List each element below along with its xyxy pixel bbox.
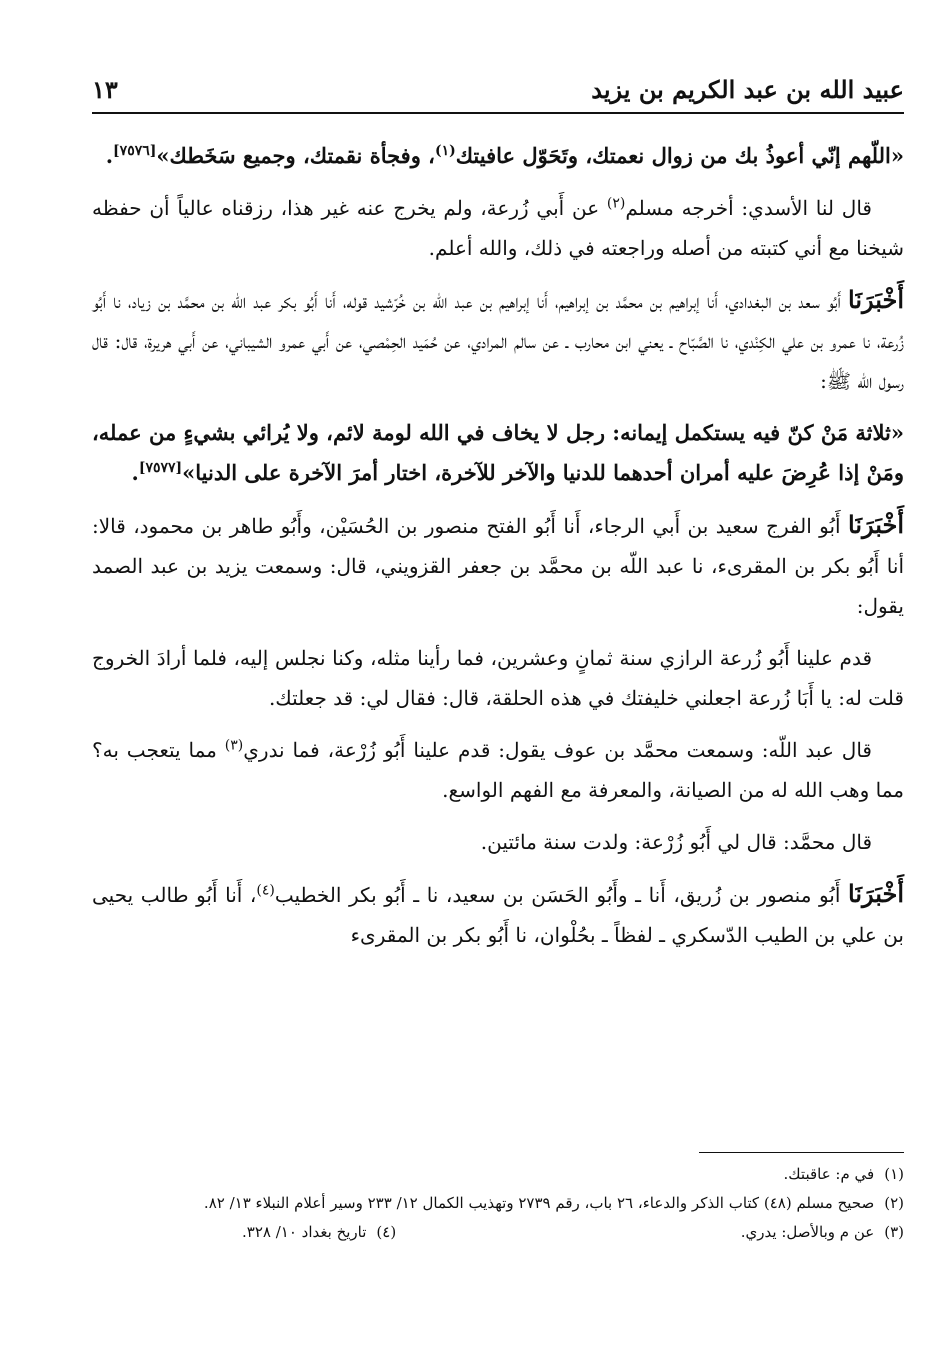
akhbarana-lead: أَخْبَرَنَا bbox=[848, 285, 904, 314]
footnote-number: (٢) bbox=[884, 1194, 904, 1212]
footnote-ref-4: (٤) bbox=[256, 882, 275, 899]
header-rule bbox=[92, 112, 904, 114]
footnote-text: صحيح مسلم (٤٨) كتاب الذكر والدعاء، ٢٦ باب، رقم ٢٧٣٩ وتهذيب الكمال ١٢/ ٢٣٣ وسير أعلام النبلاء ١٣/ ٨٢. bbox=[203, 1194, 875, 1212]
footnote-text: عن م وبالأصل: يدري. bbox=[740, 1223, 875, 1241]
hadith-text: ، وفجأة نقمتك، وجميع سَخَطك» bbox=[156, 143, 435, 168]
footnote-3 bbox=[741, 1220, 904, 1245]
paragraph-text: عن أَبي زُرعة، ولم يخرج عنه غير هذا، رزقناه عالياً أن حفظه شيخنا مع أني كتبته من أصله وراجعته في ذلك، والله أعلم. bbox=[92, 196, 904, 260]
akhbarana-lead: أَخْبَرَنَا bbox=[848, 879, 904, 908]
paragraph-abu-zura: قدم علينا أَبُو زُرعة الرازي سنة ثمانٍ وعشرين، فما رأينا مثله، وكنا نجلس إليه، فلما أرادَ الخروج قلت له: يا أَبَا زُرعة اجعلني خليفتك في هذه الحلقة، قال: فقال لي: قد جعلتك. bbox=[92, 646, 904, 710]
paragraph-text: قال لنا الأسدي: أخرجه مسلم bbox=[625, 196, 872, 220]
footnote-number: (١) bbox=[884, 1165, 904, 1183]
hadith-7577 bbox=[92, 413, 904, 493]
paragraph-muhammad: قال محمَّد: قال لي أَبُو زُرْعة: ولدت سنة مائتين. bbox=[480, 830, 872, 854]
hadith-number: [٧٥٧٦] bbox=[113, 143, 157, 159]
page-number: ١٣ bbox=[92, 74, 118, 104]
paragraph-text: ، أَنا أَبُو طالب يحيى بن علي بن الطيب الدّسكري ـ لفظاً ـ بحُلْوان، نا أَبُو بكر بن المقرىء bbox=[92, 883, 904, 947]
hadith-number: [٧٥٧٧] bbox=[138, 460, 183, 476]
page-header bbox=[92, 72, 904, 106]
paragraph-text: أَبُو سعد بن البغدادي، أَنا إبراهيم بن محمَّد بن إبراهيم، أَنا إبراهيم بن عبد اللّه بن خُرّشيد قوله، أَنا أَبُو بكر عبد اللّه بن محمَّد بن زياد، نا أَبُو زُرعة، نا عمرو بن علي الكِنْدي، نا الصَّبّاح ـ يعني ابن محارب ـ عن سالم المرادي، عن حُمَيد الحِمْصي، عن أَبي عمرو الشيباني، عن أَبي هريرة، قال: قال رسول الله ﷺ: bbox=[92, 289, 904, 393]
footnote-ref-2: (٢) bbox=[606, 195, 626, 212]
footnote-text: في م: عاقبتك. bbox=[783, 1165, 875, 1183]
footnote-text: تاريخ بغداد ١٠/ ٣٢٨. bbox=[242, 1223, 367, 1241]
paragraph-text: مما يتعجب به؟ مما وهب الله له من الصيانة، والمعرفة مع الفهم الواسع. bbox=[92, 738, 904, 802]
isnad-paragraph-2 bbox=[92, 505, 904, 626]
main-text bbox=[92, 136, 904, 967]
paragraph-asadi bbox=[92, 188, 904, 268]
hadith-7576 bbox=[92, 136, 904, 176]
paragraph-abdullah bbox=[92, 730, 904, 810]
footnote-4 bbox=[242, 1220, 396, 1245]
footnote-ref-3: (٣) bbox=[224, 737, 244, 754]
footnote-number: (٣) bbox=[884, 1223, 904, 1241]
paragraph-text: قال عبد اللّه: وسمعت محمَّد بن عوف يقول: قدم علينا أَبُو زُرْعة، فما ندري bbox=[243, 738, 872, 762]
footnotes bbox=[92, 1162, 904, 1249]
book-page bbox=[92, 0, 904, 1345]
footnote-number: (٤) bbox=[376, 1223, 397, 1241]
hadith-text: «اللّهم إنّي أعوذُ بك من زوال نعمتك، وتَحَوّل عافيتك bbox=[455, 143, 904, 168]
footnote-ref-1: (١) bbox=[434, 143, 456, 159]
isnad-paragraph-3 bbox=[92, 874, 904, 955]
paragraph-text: أَبُو الفرج سعيد بن أَبي الرجاء، أَنا أَبُو الفتح منصور بن الحُسَيْن، وأَبُو طاهر بن محمود، قالا: أنا أَبُو بكر بن المقرىء، نا عبد اللّه بن محمَّد بن جعفر القزويني، قال: وسمعت يزيد بن عبد الصمد يقول: bbox=[92, 514, 904, 618]
period: . bbox=[105, 143, 114, 168]
period: . bbox=[131, 460, 139, 485]
paragraph-text: أَبُو منصور بن زُريق، أَنا ـ وأَبُو الحَسَن بن سعيد، نا ـ أَبُو بكر الخطيب bbox=[274, 883, 849, 907]
hadith-text: «ثلاثة مَنْ كنّ فيه يستكمل إيمانه: رجل لا يخاف في الله لومة لائم، ولا يُرائي بشيءٍ من عمله، ومَنْ إذا عُرِضَ عليه أمران أحدهما للدنيا والآخر للآخرة، اختار أمرَ الآخرة على الدنيا» bbox=[92, 420, 904, 485]
footnote-rule bbox=[699, 1152, 904, 1153]
akhbarana-lead: أَخْبَرَنَا bbox=[848, 510, 904, 539]
running-title: عبيد الله بن عبد الكريم بن يزيد bbox=[591, 74, 904, 104]
footnote-row bbox=[92, 1220, 904, 1249]
footnote-1 bbox=[92, 1162, 904, 1187]
footnote-2 bbox=[92, 1191, 904, 1216]
isnad-paragraph-1 bbox=[92, 280, 904, 401]
